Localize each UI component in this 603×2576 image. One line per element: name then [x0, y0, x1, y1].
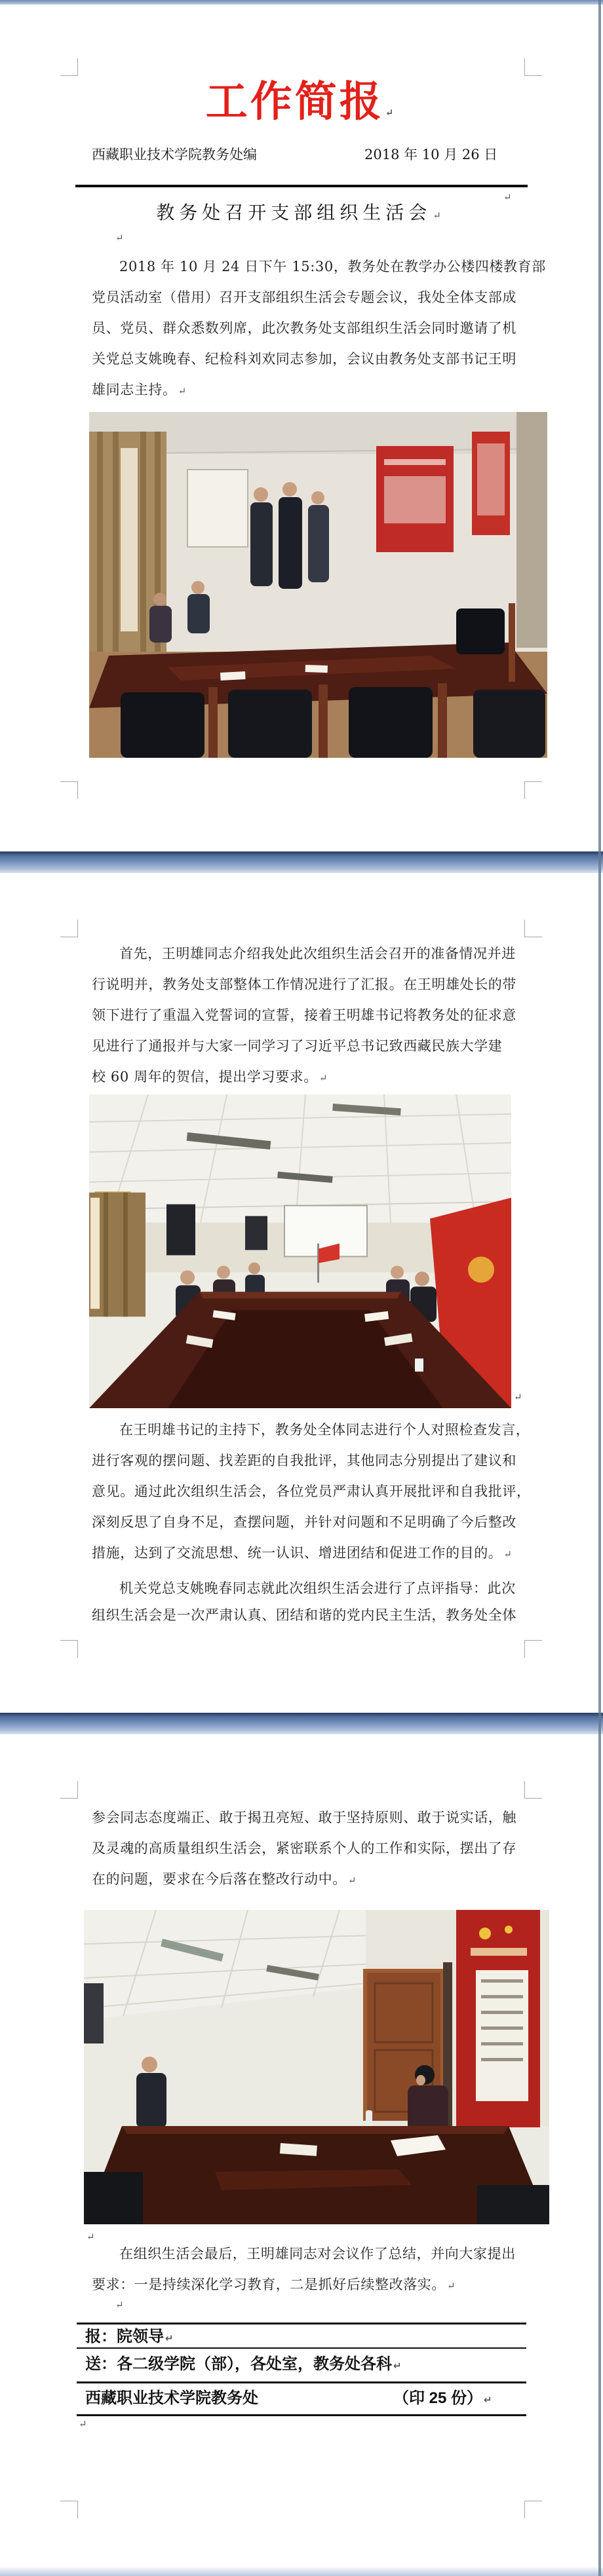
body-line: 机关党总支姚晚春同志就此次组织生活会进行了点评指导：此次 [119, 1580, 516, 1596]
body-line: 参会同志态度端正、敢于揭丑亮短、敢于坚持原则、敢于说实话，触 [92, 1810, 516, 1825]
text-boundary-mark [60, 58, 78, 76]
text-boundary-mark [524, 920, 542, 937]
footer-table-border [77, 2414, 526, 2416]
pilcrow-mark: ↵ [165, 2333, 174, 2344]
page-separator-2 [0, 1713, 603, 1734]
body-line: 党员活动室（借用）召开支部组织生活会专题会议，我处全体支部成 [92, 289, 516, 305]
body-line: 深刻反思了自身不足，查摆问题，并针对问题和不足明确了今后整改 [92, 1514, 516, 1530]
pilcrow-mark: ↵ [433, 210, 446, 221]
body-line: 关党总支姚晚春、纪检科刘欢同志参加，会议由教务处支部书记王明 [92, 351, 516, 367]
page-title-text: 工作简报 [205, 77, 384, 126]
text-boundary-mark [60, 781, 78, 799]
photo-1-meeting-room [89, 412, 547, 758]
article-heading-text: 教务处召开支部组织生活会 [156, 202, 432, 223]
photo-2-meeting-room [89, 1094, 511, 1408]
footer-report-row: 报：院领导 ↵ [85, 2328, 174, 2345]
body-line: 校 60 周年的贺信，提出学习要求。 ↵ [92, 1069, 328, 1085]
photo-2-illustration [89, 1094, 511, 1408]
body-line: 在组织生活会最后，王明雄同志对会议作了总结，并向大家提出 [119, 2246, 516, 2262]
pilcrow-mark: ↵ [87, 2231, 95, 2243]
text-boundary-mark [524, 1781, 542, 1799]
body-line: 组织生活会是一次严肃认真、团结和谐的党内民主生活，教务处全体 [92, 1607, 516, 1623]
body-line: 在的问题，要求在今后落在整改行动中。 ↵ [92, 1871, 357, 1887]
body-line: 意见。通过此次组织生活会，各位党员严肃认真开展批评和自我批评， [92, 1484, 531, 1499]
text-boundary-mark [524, 58, 542, 76]
pilcrow-mark: ↵ [503, 1548, 513, 1560]
pilcrow-mark: ↵ [319, 1072, 328, 1084]
photo-1-illustration [89, 412, 547, 758]
page-gap-top [0, 0, 603, 5]
pilcrow-mark: ↵ [115, 232, 124, 244]
page-right-edge [598, 0, 601, 2576]
page-gap-bottom [0, 2567, 603, 2576]
body-line: 雄同志主持。 ↵ [92, 382, 187, 398]
text-boundary-mark [60, 1781, 78, 1799]
pilcrow-mark: ↵ [385, 107, 397, 119]
body-line: 进行客观的摆问题、找差距的自我批评，其他同志分别提出了建议和 [92, 1453, 516, 1468]
photo-3-meeting-room [84, 1910, 549, 2224]
text-boundary-mark [60, 1640, 78, 1658]
text-boundary-mark [524, 1640, 542, 1658]
pilcrow-mark: ↵ [79, 2418, 87, 2430]
text-boundary-mark [524, 781, 542, 799]
photo-3-illustration [84, 1910, 549, 2224]
pilcrow-mark: ↵ [115, 2299, 124, 2311]
body-line: 要求：一是持续深化学习教育，二是抓好后续整改落实。 ↵ [92, 2277, 456, 2292]
body-line: 见进行了通报并与大家一同学习了习近平总书记致西藏民族大学建 [92, 1038, 503, 1054]
body-line: 及灵魂的高质量组织生活会，紧密联系个人的工作和实际，摆出了存 [92, 1840, 516, 1856]
issue-date: 2018 年 10 月 26 日 [364, 147, 498, 162]
footer-org-label: 西藏职业技术学院教务处 [85, 2389, 258, 2407]
pilcrow-mark: ↵ [178, 385, 187, 397]
footer-table-border [77, 2323, 526, 2324]
issuer-label: 西藏职业技术学院教务处编 [92, 147, 257, 162]
page-title [77, 76, 524, 139]
text-boundary-mark [60, 920, 78, 937]
body-line: 措施，达到了交流思想、统一认识、增进团结和促进工作的目的。 ↵ [92, 1545, 513, 1561]
header-rule [75, 185, 528, 187]
pilcrow-mark: ↵ [393, 2361, 402, 2372]
text-boundary-mark [524, 2501, 542, 2518]
body-line: 在王明雄书记的主持下，教务处全体同志进行个人对照检查发言， [119, 1422, 530, 1438]
body-line: 首先，王明雄同志介绍我处此次组织生活会召开的准备情况并进 [119, 946, 516, 961]
body-line: 2018 年 10 月 24 日下午 15:30，教务处在教学办公楼四楼教育部 [119, 259, 546, 274]
footer-table-border [77, 2381, 526, 2383]
pilcrow-mark: ↵ [503, 191, 512, 203]
pilcrow-mark: ↵ [447, 2280, 456, 2292]
pilcrow-mark: ↵ [484, 2395, 492, 2406]
footer-table-border [77, 2347, 526, 2349]
article-heading [77, 199, 524, 229]
pilcrow-mark: ↵ [514, 1391, 522, 1403]
text-boundary-mark [60, 2501, 78, 2518]
pilcrow-mark: ↵ [347, 1875, 357, 1886]
footer-send-row: 送：各二级学院（部），各处室，教务处各科 ↵ [85, 2355, 402, 2373]
body-line: 员、党员、群众悉数列席，此次教务处支部组织生活会同时邀请了机 [92, 320, 516, 336]
footer-copies-label: （印 25 份） ↵ [393, 2389, 492, 2407]
page-separator-1 [0, 851, 603, 873]
body-line: 领下进行了重温入党誓词的宣誓，接着王明雄书记将教务处的征求意 [92, 1007, 516, 1023]
body-line: 行说明并，教务处支部整体工作情况进行了汇报。在王明雄处长的带 [92, 977, 516, 992]
